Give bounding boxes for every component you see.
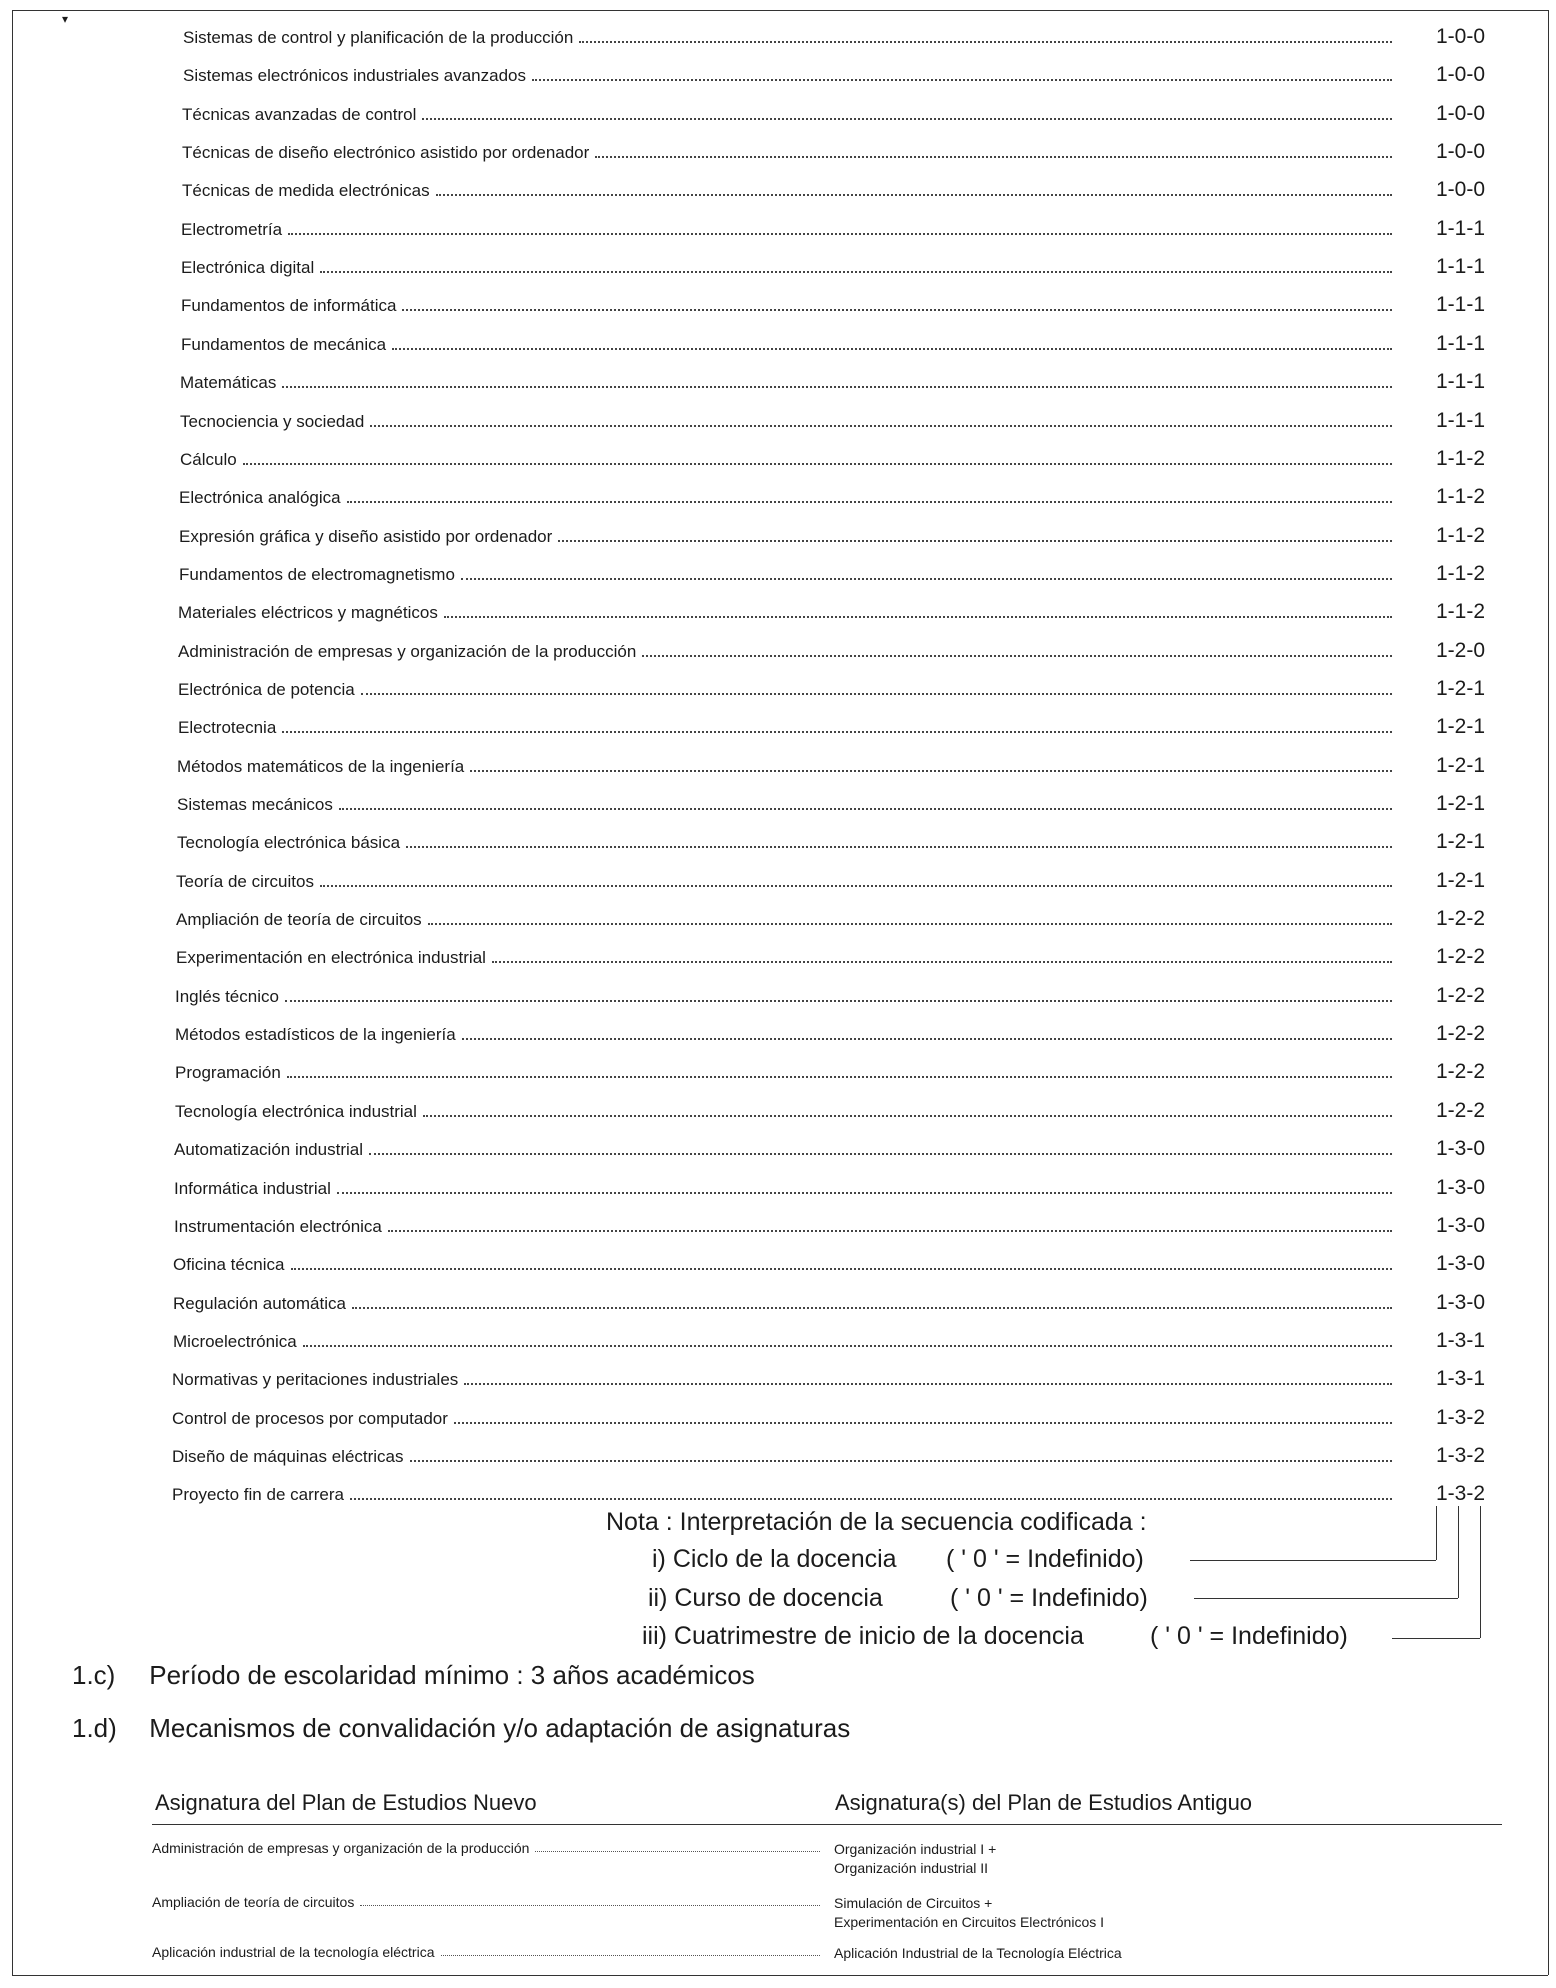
subject-row	[172, 1471, 1486, 1505]
subject-name: Oficina técnica	[173, 1255, 285, 1274]
subject-code: 1-2-1	[1436, 715, 1486, 738]
subject-name: Métodos matemáticos de la ingeniería	[177, 757, 465, 776]
subject-name: Informática industrial	[174, 1179, 331, 1198]
dot-leader	[282, 731, 1392, 733]
page-frame-left-lower	[12, 1505, 13, 1975]
dot-leader	[470, 770, 1392, 772]
dot-leader	[461, 578, 1392, 580]
dot-leader	[347, 501, 1392, 503]
subject-code: 1-1-2	[1436, 485, 1486, 508]
dot-leader	[406, 846, 1392, 848]
subject-name: Matemáticas	[180, 373, 277, 392]
bracket-line-3	[1392, 1638, 1480, 1639]
subject-name: Electrónica de potencia	[178, 680, 355, 699]
subject-row	[178, 666, 1486, 700]
subject-name: Fundamentos de electromagnetismo	[179, 565, 455, 584]
subject-name: Inglés técnico	[175, 987, 279, 1006]
subject-code: 1-1-2	[1436, 447, 1486, 470]
subject-code: 1-2-1	[1436, 830, 1486, 853]
subject-name: Tecnología electrónica industrial	[175, 1102, 417, 1121]
dot-leader	[492, 961, 1392, 963]
bracket-vertical-2	[1458, 1506, 1459, 1598]
note-item-3-def: ( ' 0 ' = Indefinido)	[1150, 1622, 1348, 1650]
subject-code: 1-2-2	[1436, 945, 1486, 968]
subject-name: Técnicas de diseño electrónico asistido por ordenador	[182, 143, 590, 162]
subject-row	[176, 934, 1486, 968]
bullet-mark: ▾	[62, 12, 69, 26]
section-1d-number: 1.d)	[72, 1713, 117, 1743]
subject-code: 1-3-0	[1436, 1252, 1486, 1275]
dot-leader	[361, 693, 1392, 695]
dot-leader	[370, 425, 1392, 427]
note-item-2-def: ( ' 0 ' = Indefinido)	[950, 1584, 1148, 1612]
subject-row	[177, 781, 1486, 815]
table-cell-old-line: Organización industrial II	[834, 1860, 989, 1876]
subject-row	[174, 1126, 1486, 1160]
subject-name: Cálculo	[180, 450, 237, 469]
subject-row	[182, 167, 1486, 201]
subject-row	[173, 1318, 1486, 1352]
dot-leader	[243, 463, 1392, 465]
subject-code: 1-2-2	[1436, 907, 1486, 930]
subject-name: Ampliación de teoría de circuitos	[176, 910, 422, 929]
page-frame-bottom	[12, 1975, 1548, 1976]
subject-name: Técnicas de medida electrónicas	[182, 181, 430, 200]
dot-leader	[642, 655, 1392, 657]
subject-code: 1-0-0	[1436, 140, 1486, 163]
table-cell-new	[152, 1840, 820, 1856]
subject-code: 1-3-2	[1436, 1444, 1486, 1467]
dot-leader	[535, 1851, 820, 1852]
dot-leader	[352, 1307, 1392, 1309]
subject-name: Sistemas mecánicos	[177, 795, 333, 814]
page-frame-top	[12, 10, 1548, 11]
subject-name: Sistemas de control y planificación de la producción	[183, 28, 574, 47]
subject-name: Teoría de circuitos	[176, 872, 314, 891]
subject-code: 1-0-0	[1436, 63, 1486, 86]
subject-code: 1-3-1	[1436, 1329, 1486, 1352]
dot-leader	[595, 156, 1392, 158]
subject-row	[177, 819, 1486, 853]
subject-code: 1-2-0	[1436, 639, 1486, 662]
dot-leader	[422, 118, 1392, 120]
section-1c	[72, 1660, 755, 1691]
table-header-rule	[152, 1824, 1502, 1825]
subject-name: Electrometría	[181, 220, 283, 239]
table-cell-old-line: Experimentación en Circuitos Electrónicos I	[834, 1914, 1105, 1930]
table-cell-new-text: Aplicación industrial de la tecnología eléctrica	[152, 1944, 435, 1960]
subject-code: 1-2-2	[1436, 1060, 1486, 1083]
subject-row	[173, 1241, 1486, 1275]
subject-name: Electrónica analógica	[179, 488, 341, 507]
subject-row	[183, 52, 1486, 86]
page-frame-left	[12, 10, 13, 1505]
subject-code: 1-2-2	[1436, 1099, 1486, 1122]
dot-leader	[285, 1000, 1392, 1002]
subject-name: Tecnología electrónica básica	[177, 833, 401, 852]
subject-name: Regulación automática	[173, 1294, 346, 1313]
table-cell-new	[152, 1894, 820, 1910]
subject-row	[180, 398, 1486, 432]
subject-name: Administración de empresas y organización de la producción	[178, 642, 637, 661]
dot-leader	[369, 1153, 1392, 1155]
dot-leader	[287, 1076, 1392, 1078]
subject-code: 1-3-2	[1436, 1406, 1486, 1429]
subject-row	[172, 1395, 1486, 1429]
subject-code: 1-3-0	[1436, 1291, 1486, 1314]
subject-row	[182, 91, 1486, 125]
dot-leader	[436, 194, 1392, 196]
subject-row	[183, 14, 1486, 48]
dot-leader	[288, 233, 1392, 235]
subject-row	[175, 1088, 1486, 1122]
subject-row	[181, 321, 1486, 355]
section-1d	[72, 1713, 850, 1744]
subject-code: 1-2-2	[1436, 1022, 1486, 1045]
subject-name: Métodos estadísticos de la ingeniería	[175, 1025, 456, 1044]
page-frame-right	[1548, 10, 1549, 1975]
subject-code: 1-3-0	[1436, 1176, 1486, 1199]
dot-leader	[410, 1460, 1392, 1462]
subject-code: 1-1-1	[1436, 255, 1486, 278]
subject-code: 1-0-0	[1436, 102, 1486, 125]
subject-name: Electrotecnia	[178, 718, 277, 737]
table-header-new: Asignatura del Plan de Estudios Nuevo	[155, 1790, 537, 1815]
subject-row	[181, 244, 1486, 278]
subject-name: Proyecto fin de carrera	[172, 1485, 344, 1504]
subject-row	[175, 973, 1486, 1007]
subject-row	[175, 1011, 1486, 1045]
bracket-line-1	[1190, 1560, 1436, 1561]
subject-name: Automatización industrial	[174, 1140, 363, 1159]
subject-name: Expresión gráfica y diseño asistido por ordenador	[179, 527, 553, 546]
subject-row	[179, 474, 1486, 508]
dot-leader	[423, 1115, 1392, 1117]
subject-row	[176, 896, 1486, 930]
subject-name: Fundamentos de mecánica	[181, 335, 387, 354]
dot-leader	[350, 1498, 1392, 1500]
dot-leader	[360, 1905, 820, 1906]
table-cell-old	[834, 1944, 1122, 1963]
dot-leader	[454, 1422, 1392, 1424]
table-cell-new	[152, 1944, 820, 1960]
subject-row	[179, 513, 1486, 547]
subject-name: Experimentación en electrónica industrial	[176, 948, 486, 967]
dot-leader	[339, 808, 1392, 810]
subject-name: Programación	[175, 1063, 281, 1082]
subject-code: 1-1-1	[1436, 217, 1486, 240]
subject-row	[173, 1280, 1486, 1314]
subject-row	[172, 1356, 1486, 1390]
subject-name: Instrumentación electrónica	[174, 1217, 382, 1236]
subject-code: 1-1-1	[1436, 293, 1486, 316]
subject-code: 1-1-2	[1436, 600, 1486, 623]
subject-code: 1-1-1	[1436, 332, 1486, 355]
table-cell-old-line: Organización industrial I +	[834, 1841, 997, 1857]
dot-leader	[282, 386, 1392, 388]
dot-leader	[441, 1955, 821, 1956]
table-cell-old	[834, 1840, 996, 1878]
dot-leader	[532, 79, 1392, 81]
subject-row	[177, 743, 1486, 777]
subject-row	[182, 129, 1486, 163]
section-1c-number: 1.c)	[72, 1660, 116, 1690]
subject-code: 1-2-1	[1436, 869, 1486, 892]
note-item-2: ii) Curso de docencia	[648, 1584, 883, 1612]
dot-leader	[291, 1268, 1393, 1270]
dot-leader	[444, 616, 1392, 618]
subject-name: Técnicas avanzadas de control	[182, 105, 417, 124]
section-1d-text: Mecanismos de convalidación y/o adaptación de asignaturas	[149, 1713, 851, 1743]
subject-row	[174, 1165, 1486, 1199]
subject-name: Fundamentos de informática	[181, 296, 397, 315]
subject-row	[175, 1049, 1486, 1083]
note-item-1: i) Ciclo de la docencia	[652, 1545, 897, 1573]
bracket-vertical-3	[1480, 1506, 1481, 1638]
dot-leader	[464, 1383, 1392, 1385]
table-header-old: Asignatura(s) del Plan de Estudios Antiguo	[835, 1790, 1253, 1815]
subject-row	[178, 589, 1486, 623]
subject-row	[172, 1433, 1486, 1467]
subject-row	[181, 206, 1486, 240]
subject-code: 1-2-1	[1436, 754, 1486, 777]
table-cell-old-line: Aplicación Industrial de la Tecnología Eléctrica	[834, 1945, 1122, 1961]
subject-name: Microelectrónica	[173, 1332, 297, 1351]
subject-name: Tecnociencia y sociedad	[180, 412, 365, 431]
subject-row	[178, 704, 1486, 738]
dot-leader	[303, 1345, 1392, 1347]
subject-name: Normativas y peritaciones industriales	[172, 1370, 459, 1389]
table-cell-new-text: Administración de empresas y organización de la producción	[152, 1840, 530, 1856]
subject-name: Electrónica digital	[181, 258, 315, 277]
dot-leader	[579, 41, 1392, 43]
table-cell-old	[834, 1894, 1104, 1932]
subject-code: 1-0-0	[1436, 25, 1486, 48]
subject-code: 1-3-0	[1436, 1214, 1486, 1237]
subject-code: 1-2-2	[1436, 984, 1486, 1007]
dot-leader	[428, 923, 1392, 925]
subject-code: 1-3-2	[1436, 1482, 1486, 1505]
subject-code: 1-2-1	[1436, 677, 1486, 700]
subject-name: Control de procesos por computador	[172, 1409, 448, 1428]
subject-row	[174, 1203, 1486, 1237]
subject-row	[176, 858, 1486, 892]
dot-leader	[462, 1038, 1392, 1040]
note-title: Nota : Interpretación de la secuencia codificada :	[606, 1508, 1147, 1536]
subject-row	[180, 436, 1486, 470]
subject-row	[180, 359, 1486, 393]
subject-code: 1-0-0	[1436, 178, 1486, 201]
subject-name: Materiales eléctricos y magnéticos	[178, 603, 438, 622]
subject-row	[179, 551, 1486, 585]
bracket-vertical-1	[1436, 1506, 1437, 1560]
subject-code: 1-1-1	[1436, 370, 1486, 393]
subject-code: 1-2-1	[1436, 792, 1486, 815]
subject-code: 1-1-1	[1436, 409, 1486, 432]
dot-leader	[402, 309, 1392, 311]
subject-row	[178, 628, 1486, 662]
table-cell-new-text: Ampliación de teoría de circuitos	[152, 1894, 355, 1910]
dot-leader	[558, 540, 1392, 542]
section-1c-text: Período de escolaridad mínimo : 3 años académicos	[149, 1660, 755, 1690]
dot-leader	[337, 1192, 1392, 1194]
subject-name: Diseño de máquinas eléctricas	[172, 1447, 404, 1466]
subject-code: 1-1-2	[1436, 524, 1486, 547]
note-item-3: iii) Cuatrimestre de inicio de la docencia	[642, 1622, 1084, 1650]
dot-leader	[392, 348, 1392, 350]
subject-code: 1-1-2	[1436, 562, 1486, 585]
dot-leader	[388, 1230, 1392, 1232]
subject-name: Sistemas electrónicos industriales avanzados	[183, 66, 527, 85]
note-item-1-def: ( ' 0 ' = Indefinido)	[946, 1545, 1144, 1573]
subject-code: 1-3-0	[1436, 1137, 1486, 1160]
subject-row	[181, 282, 1486, 316]
subject-code: 1-3-1	[1436, 1367, 1486, 1390]
dot-leader	[320, 885, 1392, 887]
table-cell-old-line: Simulación de Circuitos +	[834, 1895, 993, 1911]
bracket-line-2	[1194, 1598, 1458, 1599]
dot-leader	[320, 271, 1392, 273]
